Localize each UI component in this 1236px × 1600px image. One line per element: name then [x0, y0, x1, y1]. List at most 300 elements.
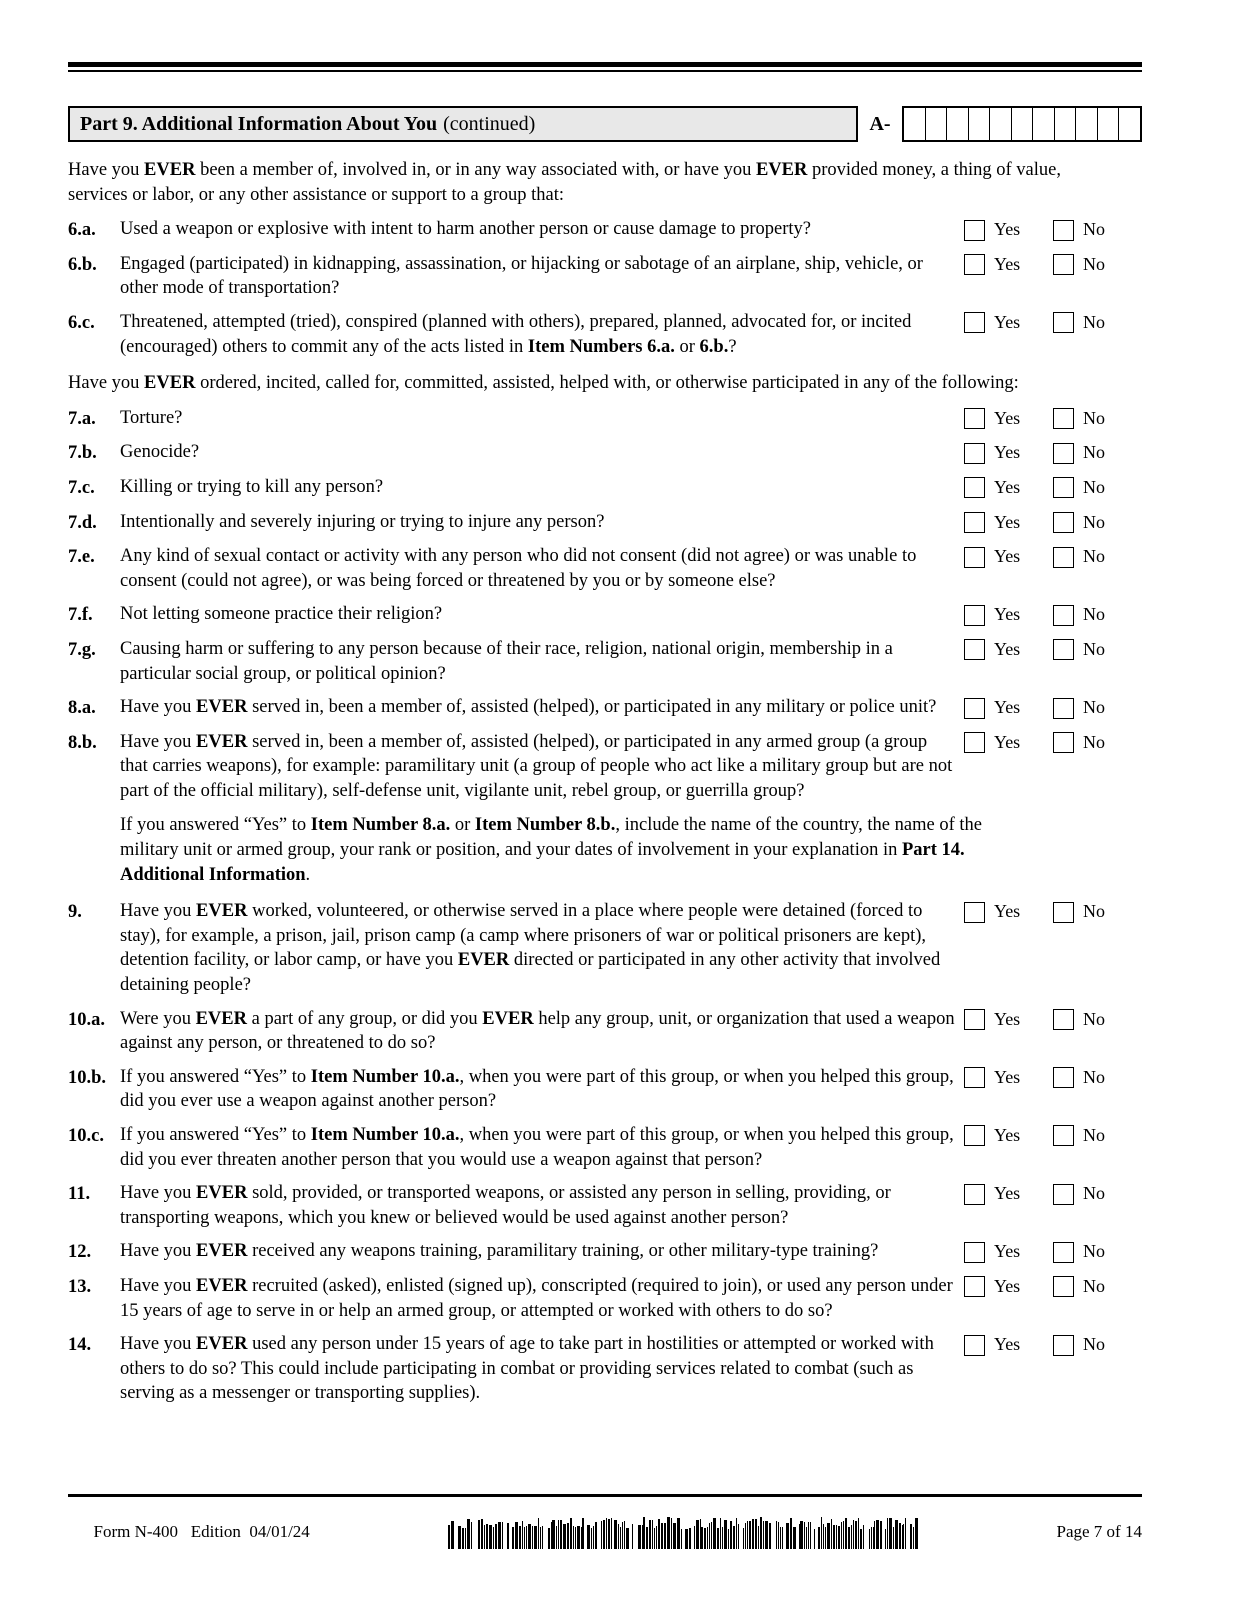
- yes-option-7d[interactable]: [964, 511, 1053, 535]
- no-option-13[interactable]: [1053, 1275, 1142, 1299]
- barcode-bar: [782, 1527, 783, 1549]
- a-number-cell[interactable]: [1076, 108, 1098, 140]
- edition-date: 04/01/24: [249, 1522, 310, 1541]
- yes-option-7g[interactable]: [964, 638, 1053, 662]
- barcode-bar: [573, 1526, 574, 1549]
- barcode-bar: [752, 1519, 754, 1549]
- yes-option-10a[interactable]: [964, 1008, 1053, 1032]
- barcode-bar: [843, 1521, 844, 1549]
- checkbox-no-11[interactable]: [1053, 1184, 1074, 1205]
- barcode-bar: [451, 1521, 454, 1549]
- yes-option-6c[interactable]: [964, 311, 1053, 335]
- intro-paragraph-2: [68, 371, 1142, 396]
- question-row-6c: [68, 310, 1142, 359]
- barcode-bar: [733, 1526, 735, 1549]
- yes-option-7e[interactable]: [964, 545, 1053, 569]
- item-text-9-pre: Have you: [120, 901, 197, 922]
- barcode-bar: [860, 1529, 862, 1549]
- barcode-bar: [458, 1526, 461, 1549]
- barcode-bar: [905, 1518, 906, 1549]
- label-yes-9: Yes: [994, 901, 1021, 922]
- barcode-bar: [845, 1518, 847, 1549]
- checkbox-no-14[interactable]: [1053, 1335, 1074, 1356]
- checkbox-yes-8a[interactable]: [964, 698, 985, 719]
- label-no-6c: No: [1083, 311, 1105, 332]
- barcode-bar: [851, 1525, 853, 1549]
- barcode-bar: [646, 1527, 648, 1549]
- yes-option-6a[interactable]: [964, 218, 1053, 242]
- a-number-cell[interactable]: [1033, 108, 1055, 140]
- barcode-bar: [869, 1529, 870, 1549]
- yes-option-10c[interactable]: [964, 1124, 1053, 1148]
- item-text-6c: [120, 310, 964, 359]
- label-yes-7f: Yes: [994, 604, 1021, 625]
- checkbox-yes-7a[interactable]: [964, 408, 985, 429]
- footer-rule: [68, 1494, 1142, 1497]
- item-number-7d: 7.d.: [68, 512, 97, 533]
- barcode-bar: [593, 1526, 594, 1549]
- no-option-11[interactable]: [1053, 1182, 1142, 1206]
- item-number-7b: 7.b.: [68, 443, 97, 464]
- barcode-bar: [624, 1521, 625, 1549]
- a-number-cell[interactable]: [1012, 108, 1034, 140]
- intro1-d: EVER: [755, 160, 808, 180]
- question-row-11: [68, 1181, 1142, 1230]
- no-option-6a[interactable]: [1053, 218, 1142, 242]
- yes-option-8a[interactable]: [964, 696, 1053, 720]
- barcode-bar: [874, 1521, 875, 1549]
- item-number-14: 14.: [68, 1335, 92, 1356]
- no-option-6b[interactable]: [1053, 253, 1142, 277]
- barcode-bar: [841, 1522, 842, 1549]
- yes-option-11[interactable]: [964, 1182, 1053, 1206]
- no-option-7f[interactable]: [1053, 603, 1142, 627]
- item-text-13-pre: Have you: [120, 1275, 197, 1296]
- label-no-14: No: [1083, 1334, 1105, 1355]
- checkbox-yes-10b[interactable]: [964, 1067, 985, 1088]
- item-text-8a: [120, 695, 964, 720]
- checkbox-no-7c[interactable]: [1053, 477, 1074, 498]
- checkbox-yes-8b[interactable]: [964, 732, 985, 753]
- item-text-7e: Any kind of sexual contact or activity with any person who did not consent (did not agree) or was unable to consent (could not agree), or was being forced or threatened by you or by someone else?: [120, 546, 917, 591]
- no-option-7e[interactable]: [1053, 545, 1142, 569]
- item-text-10c-pre: If you answered “Yes” to: [120, 1125, 311, 1145]
- label-no-9: No: [1083, 901, 1105, 922]
- note-8-ref2: Item Number 8.b.: [474, 815, 616, 836]
- item-text-8b: [120, 730, 964, 804]
- checkbox-no-7f[interactable]: [1053, 605, 1074, 626]
- barcode-bar: [800, 1521, 803, 1549]
- checkbox-yes-7c[interactable]: [964, 477, 985, 498]
- answers-6a: [964, 217, 1142, 242]
- barcode-bar: [887, 1518, 888, 1549]
- checkbox-no-7a[interactable]: [1053, 408, 1074, 429]
- barcode-bar: [700, 1519, 701, 1549]
- barcode-bar: [893, 1527, 895, 1549]
- item-text-8b-post: served in, been a member of, assisted (helped), or participated in any armed group (a group that carries weapons), for example: paramilitary unit (a group of people who act like a military group but are not part of the official military), self-defense unit, vigilante unit, rebel group, or guerrilla group?: [120, 731, 953, 801]
- checkbox-yes-6c[interactable]: [964, 312, 985, 333]
- barcode-bar: [519, 1526, 522, 1549]
- checkbox-no-7e[interactable]: [1053, 547, 1074, 568]
- item-text-7g: Causing harm or suffering to any person because of their race, religion, national origin, membership in a particular social group, or political opinion?: [120, 638, 893, 684]
- barcode-bar: [806, 1527, 807, 1549]
- checkbox-no-9[interactable]: [1053, 902, 1074, 923]
- checkbox-yes-10c[interactable]: [964, 1125, 985, 1146]
- barcode-bar: [804, 1522, 805, 1549]
- barcode-bar: [595, 1522, 597, 1549]
- barcode-bar: [743, 1528, 744, 1549]
- item-text-10a-post: help any group, unit, or organization that used a weapon against any person, or threatened to do so?: [120, 1008, 955, 1054]
- barcode-bar: [560, 1520, 563, 1549]
- barcode-bar: [728, 1529, 730, 1549]
- barcode-bar: [606, 1518, 607, 1549]
- yes-option-10b[interactable]: [964, 1066, 1053, 1090]
- checkbox-no-6b[interactable]: [1053, 254, 1074, 275]
- no-option-7d[interactable]: [1053, 511, 1142, 535]
- a-number-cell[interactable]: [947, 108, 969, 140]
- intro-paragraph-1: [68, 158, 1142, 207]
- barcode-bar: [493, 1527, 495, 1549]
- label-yes-6b: Yes: [994, 253, 1021, 274]
- item-number-8a: 8.a.: [68, 698, 96, 719]
- barcode-bar: [821, 1517, 822, 1549]
- checkbox-yes-12[interactable]: [964, 1242, 985, 1263]
- question-row-12: [68, 1239, 1142, 1265]
- no-option-8a[interactable]: [1053, 696, 1142, 720]
- no-option-8b[interactable]: [1053, 731, 1142, 755]
- item-number-6b: 6.b.: [68, 254, 97, 275]
- top-rules: [68, 62, 1142, 72]
- item-number-10a: 10.a.: [68, 1009, 105, 1030]
- label-yes-6a: Yes: [994, 219, 1021, 240]
- label-no-10c: No: [1083, 1125, 1105, 1145]
- a-number-cell[interactable]: [969, 108, 991, 140]
- label-yes-10c: Yes: [994, 1125, 1021, 1145]
- a-number-cell[interactable]: [990, 108, 1012, 140]
- item-text-6c-mid: or: [674, 336, 700, 357]
- item-text-14: [120, 1332, 964, 1406]
- label-no-7f: No: [1083, 604, 1105, 625]
- item-number-6a: 6.a.: [68, 220, 96, 241]
- question-row-14: [68, 1332, 1142, 1406]
- label-yes-12: Yes: [994, 1241, 1021, 1262]
- no-option-9[interactable]: [1053, 900, 1142, 924]
- barcode-bar: [758, 1526, 759, 1549]
- barcode-bar: [462, 1528, 465, 1549]
- yes-option-7f[interactable]: [964, 603, 1053, 627]
- barcode-bar: [673, 1523, 676, 1549]
- item-text-9: [120, 899, 964, 997]
- barcode-bar: [620, 1527, 622, 1549]
- barcode-bar: [575, 1527, 576, 1549]
- question-row-7f: [68, 602, 1142, 628]
- barcode-bar: [512, 1527, 515, 1549]
- no-option-12[interactable]: [1053, 1240, 1142, 1264]
- checkbox-yes-10a[interactable]: [964, 1009, 985, 1030]
- label-yes-6c: Yes: [994, 311, 1021, 332]
- question-row-7g: [68, 637, 1142, 686]
- barcode-bar: [638, 1525, 641, 1549]
- answers-9: [964, 899, 1142, 924]
- rule-thin-top: [68, 70, 1142, 72]
- barcode-bar: [677, 1518, 680, 1549]
- label-no-6a: No: [1083, 219, 1105, 240]
- barcode-bar: [836, 1525, 837, 1549]
- answers-7g: [964, 637, 1142, 662]
- a-number-cell[interactable]: [926, 108, 948, 140]
- item-text-11: [120, 1181, 964, 1230]
- question-row-7c: [68, 475, 1142, 501]
- label-no-11: No: [1083, 1183, 1105, 1204]
- question-row-13: [68, 1274, 1142, 1323]
- label-no-7a: No: [1083, 407, 1105, 428]
- answers-11: [964, 1181, 1142, 1206]
- item-text-6c-pre: Threatened, attempted (tried), conspired (planned with others), prepared, planned, advocated for, or incited (encouraged) others to commit any of the acts listed in: [120, 311, 912, 357]
- item-text-11-post: sold, provided, or transported weapons, or assisted any person in selling, providing, or transporting weapons, which you knew or believed would be used against another person?: [120, 1183, 891, 1228]
- barcode-bar: [556, 1526, 557, 1549]
- intro1-c: been a member of, involved in, or in any way associated with, or have you: [195, 160, 756, 180]
- checkbox-yes-9[interactable]: [964, 902, 985, 923]
- part-title: Part 9. Additional Information About You: [80, 112, 438, 135]
- question-row-8b: [68, 730, 1142, 804]
- barcode-bar: [471, 1522, 472, 1549]
- barcode-bar: [567, 1523, 570, 1549]
- yes-option-6b[interactable]: [964, 253, 1053, 277]
- checkbox-yes-7b[interactable]: [964, 443, 985, 464]
- label-no-7c: No: [1083, 476, 1105, 497]
- answers-6b: [964, 252, 1142, 277]
- checkbox-yes-7g[interactable]: [964, 639, 985, 660]
- answers-10b: [964, 1065, 1142, 1090]
- barcode-bar: [495, 1524, 497, 1549]
- barcode-bar: [570, 1518, 572, 1549]
- item-text-10b-post: , when you were part of this group, or when you helped this group, did you ever use a weapon against another person?: [120, 1066, 954, 1112]
- no-option-7a[interactable]: [1053, 407, 1142, 431]
- barcode-bar: [515, 1522, 518, 1549]
- yes-option-13[interactable]: [964, 1275, 1053, 1299]
- checkbox-no-6c[interactable]: [1053, 312, 1074, 333]
- barcode-bar: [765, 1521, 768, 1549]
- note-8-ref3: Part 14. Additional Information: [120, 840, 965, 885]
- barcode-bar: [786, 1523, 789, 1549]
- barcode-bar: [694, 1526, 695, 1549]
- barcode-bar: [587, 1525, 590, 1549]
- yes-option-7a[interactable]: [964, 407, 1053, 431]
- checkbox-yes-7d[interactable]: [964, 512, 985, 533]
- answers-8b: [964, 730, 1142, 755]
- checkbox-no-7d[interactable]: [1053, 512, 1074, 533]
- barcode-bar: [507, 1523, 509, 1549]
- intro2-c: ordered, incited, called for, committed, assisted, helped with, or otherwise participated in any of the following:: [195, 373, 1019, 394]
- checkbox-yes-14[interactable]: [964, 1335, 985, 1356]
- part-title-box: [68, 106, 858, 142]
- barcode-bar: [622, 1522, 623, 1549]
- page-number: Page 7 of 14: [1056, 1522, 1142, 1541]
- barcode-bar: [643, 1517, 645, 1549]
- checkbox-yes-6a[interactable]: [964, 220, 985, 241]
- yes-option-9[interactable]: [964, 900, 1053, 924]
- intro1-e: provided money, a thing of value, services or labor, or any other assistance or support to a group that:: [68, 160, 1061, 205]
- item-text-9-ever2: EVER: [457, 950, 510, 971]
- item-text-13-post: recruited (asked), enlisted (signed up), conscripted (required to join), or used any person under 15 years of age to serve in or help an armed group, or attempted or worked with others to do so?: [120, 1275, 953, 1321]
- checkbox-no-7g[interactable]: [1053, 639, 1074, 660]
- checkbox-no-8b[interactable]: [1053, 732, 1074, 753]
- barcode-bar: [608, 1519, 610, 1549]
- barcode-bar: [855, 1521, 857, 1549]
- note-8-ref1: Item Number 8.a.: [310, 815, 451, 836]
- item-text-10b-pre: If you answered “Yes” to: [120, 1066, 311, 1087]
- barcode-bar: [689, 1528, 692, 1549]
- barcode-bar: [902, 1525, 903, 1549]
- barcode-bar: [749, 1521, 752, 1549]
- item-text-9-post: directed or participated in any other activity that involved detaining people?: [120, 950, 941, 996]
- barcode-bar: [542, 1526, 543, 1549]
- barcode-bar: [799, 1524, 800, 1549]
- barcode-bar: [720, 1518, 722, 1549]
- barcode-bar: [681, 1529, 683, 1549]
- item-text-10c: [120, 1123, 964, 1172]
- yes-option-7c[interactable]: [964, 476, 1053, 500]
- question-row-7b: [68, 440, 1142, 466]
- barcode-bar: [658, 1519, 660, 1549]
- question-row-7e: [68, 544, 1142, 593]
- question-row-6a: [68, 217, 1142, 243]
- barcode-bar: [738, 1524, 739, 1549]
- label-yes-14: Yes: [994, 1334, 1021, 1355]
- checkbox-yes-13[interactable]: [964, 1276, 985, 1297]
- barcode-bar: [591, 1528, 593, 1549]
- checkbox-no-10c[interactable]: [1053, 1125, 1074, 1146]
- item-text-14-post: used any person under 15 years of age to take part in hostilities or attempted or worked with others to do so? This could include participating in combat or providing services related to combat (such as serving as a messenger or transporting supplies).: [120, 1334, 934, 1404]
- question-row-6b: [68, 252, 1142, 301]
- label-no-8a: No: [1083, 697, 1105, 718]
- item-number-10c: 10.c.: [68, 1126, 104, 1146]
- barcode-bar: [701, 1527, 703, 1549]
- checkbox-no-12[interactable]: [1053, 1242, 1074, 1263]
- barcode-bar: [486, 1524, 488, 1549]
- answers-7a: [964, 406, 1142, 431]
- barcode-bar: [661, 1523, 664, 1549]
- yes-option-12[interactable]: [964, 1240, 1053, 1264]
- barcode-bar: [581, 1527, 582, 1549]
- answers-14: [964, 1332, 1142, 1357]
- intro2-a: Have you: [68, 373, 145, 394]
- part-header: [68, 106, 1142, 142]
- question-row-7a: [68, 406, 1142, 432]
- barcode-bar: [534, 1526, 537, 1549]
- intro1-b: EVER: [144, 160, 196, 180]
- checkbox-no-7b[interactable]: [1053, 443, 1074, 464]
- barcode-bar: [502, 1522, 504, 1549]
- no-option-14[interactable]: [1053, 1333, 1142, 1357]
- a-number-cell[interactable]: [1055, 108, 1077, 140]
- item-text-14-ever: EVER: [196, 1334, 248, 1355]
- barcode-bar: [614, 1520, 617, 1549]
- item-text-6c-ref2: 6.b.: [699, 336, 729, 357]
- no-option-10c[interactable]: [1053, 1124, 1142, 1148]
- a-number-cell[interactable]: [1098, 108, 1120, 140]
- answers-6c: [964, 310, 1142, 335]
- item-text-6b: Engaged (participated) in kidnapping, assassination, or hijacking or sabotage of an airplane, ship, vehicle, or other mode of transportation?: [120, 253, 923, 299]
- checkbox-no-10b[interactable]: [1053, 1067, 1074, 1088]
- no-option-6c[interactable]: [1053, 311, 1142, 335]
- barcode-bar: [465, 1528, 466, 1549]
- label-yes-7g: Yes: [994, 638, 1021, 659]
- no-option-10a[interactable]: [1053, 1008, 1142, 1032]
- label-no-8b: No: [1083, 731, 1105, 752]
- checkbox-yes-11[interactable]: [964, 1184, 985, 1205]
- barcode-bar: [730, 1521, 732, 1549]
- label-yes-10b: Yes: [994, 1066, 1021, 1087]
- item-text-13: [120, 1274, 964, 1323]
- item-text-10c-post: , when you were part of this group, or when you helped this group, did you ever threaten another person that you would use a weapon against that person?: [120, 1125, 954, 1170]
- label-no-6b: No: [1083, 253, 1105, 274]
- item-text-9-ever1: EVER: [196, 901, 248, 922]
- checkbox-yes-7f[interactable]: [964, 605, 985, 626]
- checkbox-no-8a[interactable]: [1053, 698, 1074, 719]
- a-number-cell[interactable]: [904, 108, 926, 140]
- barcode-bar: [810, 1522, 812, 1549]
- form-identifier: [68, 1502, 310, 1562]
- barcode-bar: [793, 1527, 796, 1549]
- no-option-10b[interactable]: [1053, 1066, 1142, 1090]
- label-yes-13: Yes: [994, 1275, 1021, 1296]
- barcode-bar: [448, 1525, 450, 1549]
- barcode-bar: [626, 1528, 629, 1549]
- question-row-10c: [68, 1123, 1142, 1172]
- yes-option-7b[interactable]: [964, 441, 1053, 465]
- item-text-11-ever: EVER: [196, 1183, 248, 1204]
- barcode-bar: [873, 1527, 874, 1549]
- item-number-7e: 7.e.: [68, 547, 95, 568]
- page-footer: [68, 1502, 1142, 1562]
- item-number-12: 12.: [68, 1242, 92, 1263]
- barcode-bar: [540, 1527, 542, 1549]
- checkbox-yes-7e[interactable]: [964, 547, 985, 568]
- a-number-input[interactable]: [902, 106, 1142, 142]
- label-no-12: No: [1083, 1241, 1105, 1262]
- item-number-11: 11.: [68, 1184, 91, 1205]
- checkbox-yes-6b[interactable]: [964, 254, 985, 275]
- item-text-12-ever: EVER: [196, 1241, 248, 1262]
- question-row-8a: [68, 695, 1142, 721]
- a-number-cell[interactable]: [1119, 108, 1140, 140]
- yes-option-14[interactable]: [964, 1333, 1053, 1357]
- barcode-bar: [498, 1522, 501, 1549]
- barcode-bar: [885, 1529, 886, 1549]
- note-item-8: [120, 813, 1142, 887]
- barcode-bar: [558, 1520, 559, 1549]
- checkbox-no-6a[interactable]: [1053, 220, 1074, 241]
- part-title-continued: (continued): [443, 112, 536, 135]
- barcode-bar: [603, 1520, 605, 1549]
- intro1-a: Have you: [68, 160, 145, 180]
- answers-10a: [964, 1007, 1142, 1032]
- answers-7f: [964, 602, 1142, 627]
- label-yes-7b: Yes: [994, 442, 1021, 463]
- barcode-bar: [532, 1526, 534, 1549]
- barcode-bar: [484, 1525, 485, 1549]
- question-row-9: [68, 899, 1142, 997]
- yes-option-8b[interactable]: [964, 731, 1053, 755]
- no-option-7c[interactable]: [1053, 476, 1142, 500]
- checkbox-no-10a[interactable]: [1053, 1009, 1074, 1030]
- no-option-7g[interactable]: [1053, 638, 1142, 662]
- no-option-7b[interactable]: [1053, 441, 1142, 465]
- answers-13: [964, 1274, 1142, 1299]
- barcode-bar: [528, 1524, 531, 1549]
- checkbox-no-13[interactable]: [1053, 1276, 1074, 1297]
